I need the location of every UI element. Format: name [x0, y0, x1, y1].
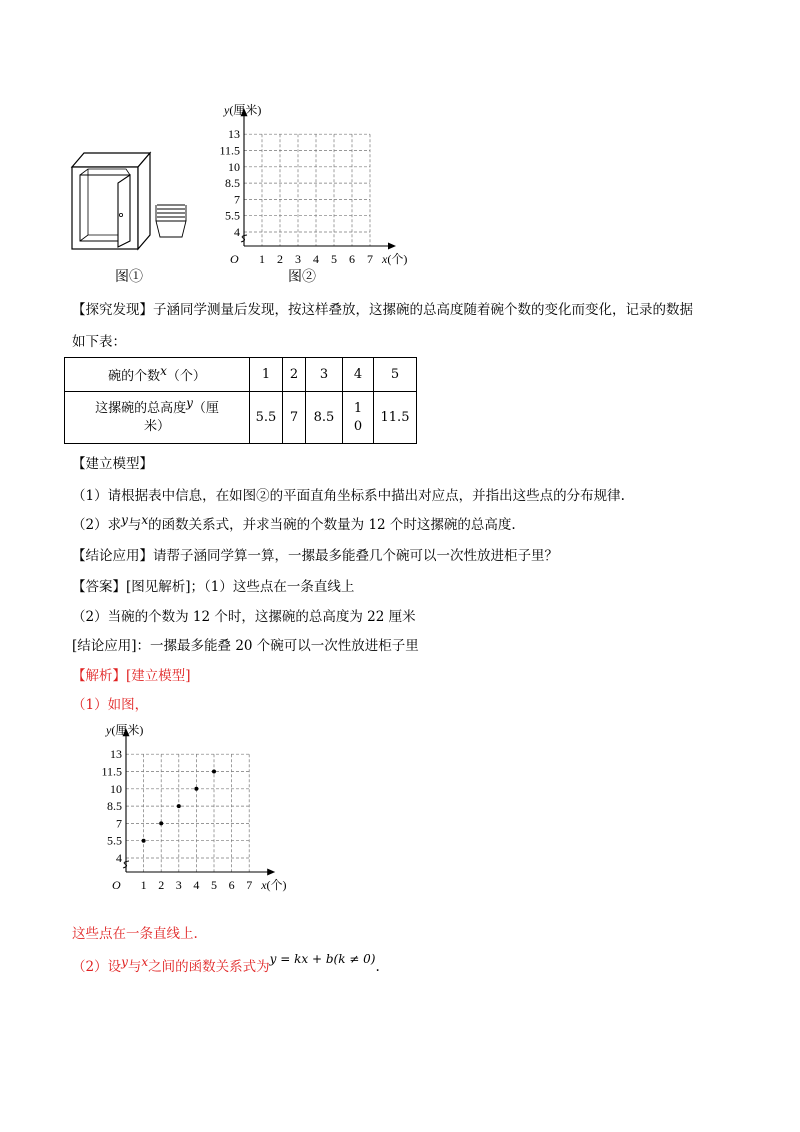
table-cell: 4	[343, 358, 374, 392]
discovery-line-2: 如下表：	[72, 334, 126, 350]
answer-line-3: [结论应用]：一摞最多能叠 20 个碗可以一次性放进柜子里	[72, 638, 419, 654]
y-tick-label: 11.5	[101, 764, 122, 779]
y-tick-label: 4	[234, 225, 240, 239]
data-point	[177, 804, 181, 808]
x-tick-label: 2	[277, 252, 283, 266]
discovery-line-1	[72, 298, 693, 318]
y-tick-label: 5.5	[225, 208, 240, 223]
y-tick-label: 4	[116, 851, 122, 865]
x-tick-label: 1	[259, 252, 265, 266]
x-tick-label: 7	[246, 878, 253, 892]
table-cell: 11.5	[374, 392, 417, 444]
table-cell: 2	[283, 358, 306, 392]
model-question-1: （1）请根据表中信息，在如图②的平面直角坐标系中描出对应点，并指出这些点的分布规律.	[72, 488, 625, 504]
model-label: 【建立模型】	[72, 456, 153, 472]
analysis-line-3: （2）设y与x之间的函数关系式为y = kx + b(k ≠ 0).	[72, 952, 380, 975]
table-cell: 8.5	[306, 392, 343, 444]
y-tick-label: 7	[116, 816, 122, 831]
x-axis-label: x(个)	[382, 252, 408, 266]
x-tick-label: 6	[228, 878, 235, 892]
conclusion-line	[72, 544, 558, 564]
model-question-2: （2）求y与x的函数关系式，并求当碗的个数量为 12 个时这摞碗的总高度.	[72, 513, 516, 533]
x-tick-label: 4	[193, 878, 200, 892]
solution-scatter-chart	[60, 708, 310, 893]
figure2-grid-chart	[180, 88, 420, 268]
data-point	[142, 839, 146, 843]
x-axis-arrow	[267, 869, 275, 876]
x-tick-label: 5	[331, 252, 337, 266]
table-row	[65, 358, 417, 392]
y-tick-label: 7	[234, 192, 240, 207]
y-axis-label: y(厘米)	[106, 723, 144, 738]
x-tick-label: 5	[211, 878, 217, 892]
data-table	[64, 357, 417, 444]
y-tick-label: 13	[228, 127, 240, 142]
table-cell: 1	[250, 358, 283, 392]
x-axis-arrow	[388, 243, 396, 250]
table-cell: 5.5	[250, 392, 283, 444]
x-tick-label: 7	[367, 252, 373, 266]
answer-line-2: （2）当碗的个数为 12 个时，这摞碗的总高度为 22 厘米	[72, 609, 416, 625]
axis-break-icon	[123, 861, 129, 868]
figure2-caption: 图②	[288, 269, 316, 285]
y-tick-label: 10	[110, 781, 122, 796]
x-tick-label: 3	[295, 252, 301, 266]
y-tick-label: 8.5	[107, 799, 122, 814]
conclusion-text: 请帮子涵同学算一算，一摞最多能叠几个碗可以一次性放进柜子里？	[153, 548, 558, 564]
function-formula: y = kx + b(k ≠ 0)	[269, 952, 376, 966]
analysis-line-2: 这些点在一条直线上.	[72, 926, 198, 942]
analysis-label: 【解析】[建立模型]	[72, 668, 191, 684]
y-tick-label: 11.5	[219, 143, 240, 158]
y-tick-label: 8.5	[225, 176, 240, 191]
table-cell: 7	[283, 392, 306, 444]
table-row	[65, 392, 417, 444]
axis-break-icon	[241, 235, 247, 242]
y-tick-label: 10	[228, 159, 240, 174]
answer-line-1: 【答案】[图见解析]；（1）这些点在一条直线上	[72, 579, 355, 595]
data-point	[159, 821, 163, 825]
table-row-header: 碗的个数x（个）	[65, 358, 250, 392]
table-cell: 1 0	[343, 392, 374, 444]
x-tick-label: 1	[140, 878, 147, 892]
y-axis-label: y(厘米)	[224, 103, 262, 118]
x-tick-label: 2	[158, 878, 165, 892]
cabinet-figure	[66, 145, 196, 255]
x-tick-label: 4	[313, 252, 319, 266]
y-tick-label: 13	[110, 747, 122, 762]
origin-label: O	[230, 252, 239, 266]
x-axis-label: x(个)	[261, 878, 287, 892]
discovery-text-1: 子涵同学测量后发现，按这样叠放，这摞碗的总高度随着碗个数的变化而变化，记录的数据	[153, 302, 693, 318]
discovery-label: 【探究发现】	[72, 302, 153, 318]
analysis-line-1: （1）如图，	[72, 697, 149, 713]
table-row-header: 这摞碗的总高度y（厘 米）	[65, 392, 250, 444]
x-tick-label: 3	[175, 878, 182, 892]
conclusion-label: 【结论应用】	[72, 548, 153, 564]
table-cell: 5	[374, 358, 417, 392]
y-tick-label: 5.5	[107, 833, 122, 848]
figure1-caption: 图①	[115, 269, 143, 285]
x-tick-label: 6	[349, 252, 355, 266]
answer-label: 【答案】	[72, 579, 126, 595]
data-point	[194, 787, 198, 791]
origin-label: O	[112, 878, 121, 892]
data-point	[212, 770, 216, 774]
table-cell: 3	[306, 358, 343, 392]
